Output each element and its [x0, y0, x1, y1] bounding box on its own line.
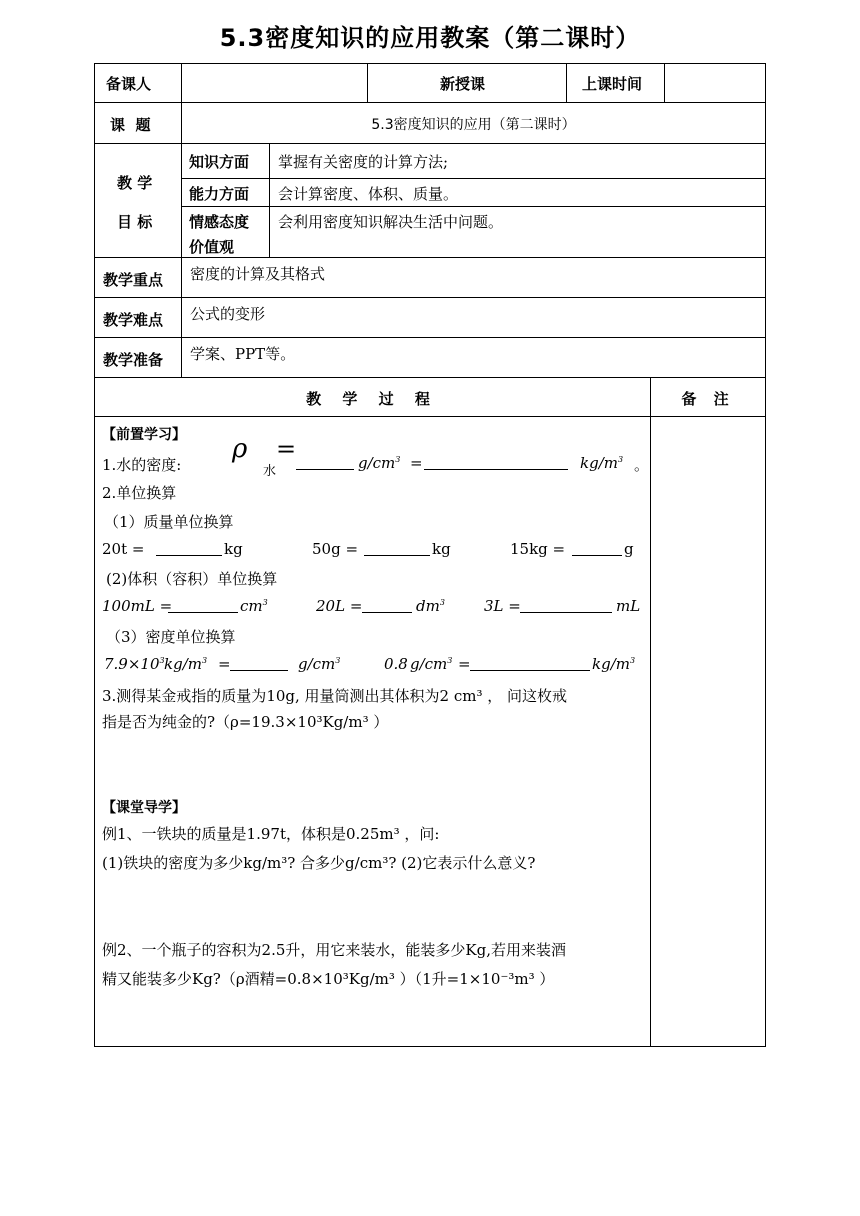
- den-b-unit: $g/cm^3$: [410, 655, 453, 673]
- den-a-unit: $kg/m^3$: [164, 655, 208, 673]
- mass-a: 20t =: [102, 540, 145, 558]
- den-a-blank[interactable]: [230, 656, 288, 671]
- objectives-label-2: 目 标: [117, 213, 153, 231]
- emotion-label-1: 情感态度: [189, 213, 250, 231]
- difficulty-text: 公式的变形: [190, 305, 266, 323]
- den-a: $7.9\times 10^3$: [104, 655, 165, 673]
- example-1-line-2: (1)铁块的密度为多少kg/m³? 合多少g/cm³? (2)它表示什么意义?: [102, 854, 536, 872]
- knowledge-text: 掌握有关密度的计算方法;: [278, 153, 449, 171]
- example-2-line-1: 例2、一个瓶子的容积为2.5升，用它来装水，能装多少Kg,若用来装酒: [102, 941, 566, 959]
- vol-a-unit: $cm^3$: [240, 597, 268, 615]
- q3-line-1: 3.测得某金戒指的质量为10g, 用量筒测出其体积为2 cm³ ， 问这枚戒: [102, 687, 568, 705]
- example-1-line-1: 例1、一铁块的质量是1.97t，体积是0.25m³ ，问:: [102, 825, 440, 843]
- den-a-eq: =: [218, 655, 231, 673]
- topic-value: 5.3密度知识的应用（第二课时）: [371, 117, 576, 133]
- q1-blank-1[interactable]: [296, 455, 354, 470]
- q1-eq-2: =: [410, 454, 423, 472]
- ability-text: 会计算密度、体积、质量。: [278, 185, 459, 203]
- vol-a-blank[interactable]: [168, 598, 238, 613]
- den-b: 0.8: [384, 655, 408, 673]
- topic-label: 课 题: [110, 116, 151, 134]
- mass-c-unit: g: [624, 540, 634, 558]
- vol-a: 100mL =: [102, 597, 173, 615]
- vol-b-blank[interactable]: [362, 598, 412, 613]
- mass-c: 15kg =: [510, 540, 566, 558]
- q1-end: 。: [634, 456, 650, 474]
- preparation-label: 教学准备: [103, 351, 164, 369]
- vol-c-unit: mL: [616, 597, 641, 615]
- vol-b: 20L =: [316, 597, 363, 615]
- prep-label: 备课人: [106, 75, 152, 93]
- den-b-unit-2: $kg/m^3$: [592, 655, 636, 673]
- emotion-label-2: 价值观: [189, 238, 235, 256]
- q1-unit-1: $g/cm^3$: [358, 454, 401, 472]
- q1-label: 1.水的密度:: [102, 456, 182, 474]
- ability-label: 能力方面: [189, 185, 250, 203]
- mass-b: 50g =: [312, 540, 359, 558]
- knowledge-label: 知识方面: [189, 153, 250, 171]
- rho-symbol: ρ: [232, 434, 248, 464]
- pre-study-heading: 【前置学习】: [102, 427, 186, 443]
- example-2-line-2: 精又能装多少Kg?（ρ酒精=0.8×10³Kg/m³ ）（1升=1×10⁻³m³ ）: [102, 970, 555, 988]
- notes-header: 备 注: [681, 390, 735, 408]
- key-point-label: 教学重点: [103, 271, 164, 289]
- vol-c-blank[interactable]: [520, 598, 612, 613]
- q2-2-label: (2)体积（容积）单位换算: [106, 570, 278, 588]
- q2-1-label: （1）质量单位换算: [104, 513, 234, 531]
- rho-sub-water: 水: [263, 464, 277, 479]
- vol-b-unit: $dm^3$: [416, 597, 445, 615]
- den-a-unit-2: $g/cm^3$: [298, 655, 341, 673]
- q2-label: 2.单位换算: [102, 484, 177, 502]
- q1-blank-2[interactable]: [424, 455, 568, 470]
- emotion-text: 会利用密度知识解决生活中问题。: [278, 213, 504, 231]
- preparation-text: 学案、PPT等。: [190, 345, 296, 363]
- mass-a-unit: kg: [224, 540, 243, 558]
- lesson-type: 新授课: [440, 75, 486, 93]
- vol-c: 3L =: [484, 597, 521, 615]
- mass-c-blank[interactable]: [572, 541, 622, 556]
- mass-b-blank[interactable]: [364, 541, 430, 556]
- q2-3-label: （3）密度单位换算: [106, 628, 236, 646]
- page-title: 5.3密度知识的应用教案（第二课时）: [219, 24, 641, 52]
- den-b-blank[interactable]: [470, 656, 590, 671]
- difficulty-label: 教学难点: [103, 311, 164, 329]
- time-label: 上课时间: [582, 75, 643, 93]
- mass-a-blank[interactable]: [156, 541, 222, 556]
- den-b-eq: =: [458, 655, 471, 673]
- q3-line-2: 指是否为纯金的?（ρ=19.3×10³Kg/m³ ）: [102, 713, 389, 731]
- process-header: 教 学 过 程: [306, 390, 438, 408]
- mass-b-unit: kg: [432, 540, 451, 558]
- objectives-label-1: 教 学: [117, 174, 153, 192]
- q1-unit-2: $kg/m^3$: [580, 454, 624, 472]
- class-guide-heading: 【课堂导学】: [102, 800, 186, 816]
- q1-eq: =: [276, 435, 297, 463]
- key-point-text: 密度的计算及其格式: [190, 265, 326, 283]
